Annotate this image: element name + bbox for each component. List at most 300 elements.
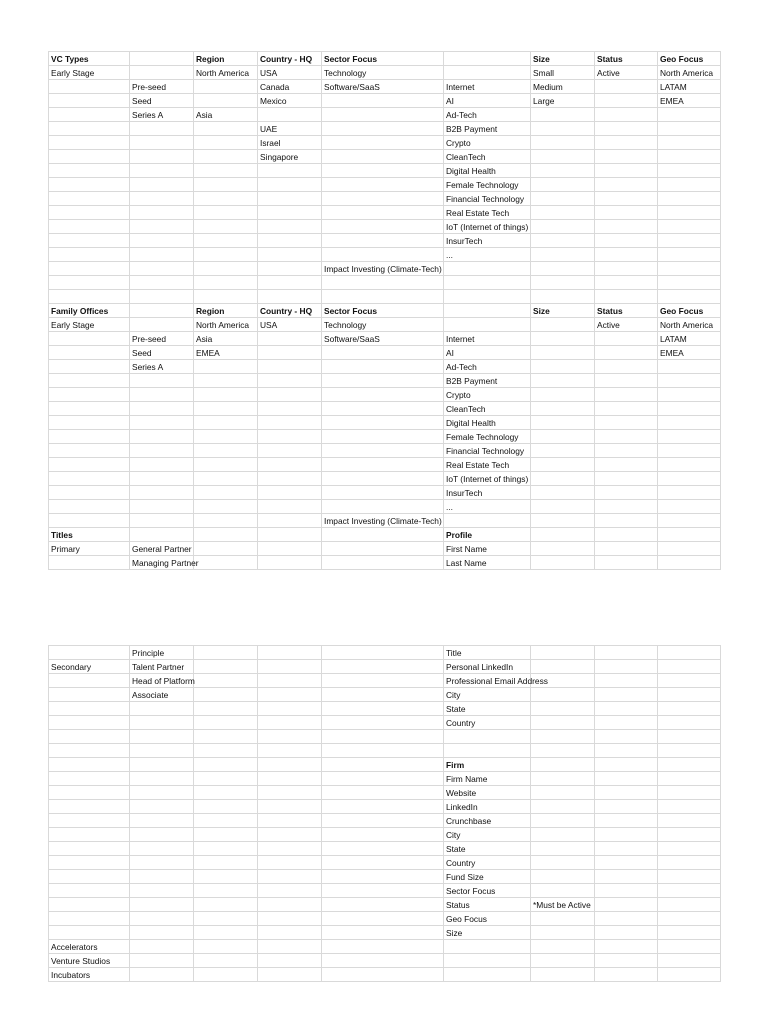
table-cell[interactable]	[658, 772, 721, 786]
table-cell[interactable]: Ad-Tech	[444, 360, 531, 374]
table-cell[interactable]	[658, 688, 721, 702]
table-cell[interactable]	[130, 968, 194, 982]
table-cell[interactable]: Head of Platform	[130, 674, 194, 688]
table-cell[interactable]	[258, 702, 322, 716]
table-cell[interactable]	[194, 688, 258, 702]
table-cell[interactable]	[194, 290, 258, 304]
table-cell[interactable]	[322, 940, 444, 954]
table-cell[interactable]	[322, 842, 444, 856]
table-cell[interactable]: General Partner	[130, 542, 194, 556]
table-cell[interactable]: Status	[595, 52, 658, 66]
table-cell[interactable]	[258, 164, 322, 178]
table-cell[interactable]	[130, 716, 194, 730]
table-cell[interactable]: Financial Technology	[444, 444, 531, 458]
table-cell[interactable]	[258, 674, 322, 688]
table-cell[interactable]	[194, 646, 258, 660]
table-cell[interactable]	[49, 646, 130, 660]
table-cell[interactable]: Asia	[194, 108, 258, 122]
table-cell[interactable]	[194, 786, 258, 800]
table-cell[interactable]	[130, 430, 194, 444]
table-cell[interactable]	[258, 800, 322, 814]
table-cell[interactable]	[49, 870, 130, 884]
table-cell[interactable]	[258, 388, 322, 402]
table-cell[interactable]	[258, 660, 322, 674]
table-cell[interactable]	[322, 702, 444, 716]
table-cell[interactable]	[658, 136, 721, 150]
table-cell[interactable]	[49, 514, 130, 528]
table-cell[interactable]	[531, 318, 595, 332]
table-cell[interactable]: Status	[444, 898, 531, 912]
table-cell[interactable]	[322, 660, 444, 674]
table-cell[interactable]	[322, 800, 444, 814]
table-cell[interactable]	[658, 786, 721, 800]
table-cell[interactable]	[444, 304, 531, 318]
table-cell[interactable]	[194, 178, 258, 192]
table-cell[interactable]	[531, 486, 595, 500]
table-cell[interactable]	[658, 660, 721, 674]
table-cell[interactable]	[531, 206, 595, 220]
table-cell[interactable]	[595, 926, 658, 940]
table-cell[interactable]	[531, 870, 595, 884]
table-cell[interactable]	[258, 234, 322, 248]
table-cell[interactable]	[322, 912, 444, 926]
table-cell[interactable]	[258, 556, 322, 570]
table-cell[interactable]	[595, 772, 658, 786]
table-cell[interactable]	[595, 416, 658, 430]
table-cell[interactable]	[194, 220, 258, 234]
table-cell[interactable]	[595, 660, 658, 674]
table-cell[interactable]	[194, 528, 258, 542]
table-cell[interactable]	[194, 472, 258, 486]
table-cell[interactable]	[322, 486, 444, 500]
table-cell[interactable]	[595, 122, 658, 136]
table-cell[interactable]	[130, 514, 194, 528]
table-cell[interactable]	[595, 444, 658, 458]
table-cell[interactable]: Real Estate Tech	[444, 206, 531, 220]
table-cell[interactable]	[130, 528, 194, 542]
table-cell[interactable]	[322, 136, 444, 150]
table-cell[interactable]: Digital Health	[444, 416, 531, 430]
table-cell[interactable]	[130, 318, 194, 332]
table-cell[interactable]	[595, 842, 658, 856]
table-cell[interactable]: City	[444, 688, 531, 702]
table-cell[interactable]	[595, 346, 658, 360]
table-cell[interactable]	[322, 430, 444, 444]
table-cell[interactable]: AI	[444, 94, 531, 108]
table-cell[interactable]: Israel	[258, 136, 322, 150]
table-cell[interactable]	[595, 248, 658, 262]
table-cell[interactable]	[595, 94, 658, 108]
table-cell[interactable]: Crunchbase	[444, 814, 531, 828]
table-cell[interactable]	[531, 108, 595, 122]
table-cell[interactable]: Sector Focus	[322, 304, 444, 318]
table-cell[interactable]: LATAM	[658, 332, 721, 346]
table-cell[interactable]	[194, 702, 258, 716]
table-cell[interactable]: Title	[444, 646, 531, 660]
table-cell[interactable]	[595, 388, 658, 402]
table-cell[interactable]	[130, 164, 194, 178]
table-cell[interactable]: Technology	[322, 66, 444, 80]
table-cell[interactable]	[322, 178, 444, 192]
table-cell[interactable]	[49, 884, 130, 898]
table-cell[interactable]	[531, 828, 595, 842]
table-cell[interactable]	[194, 814, 258, 828]
table-cell[interactable]	[194, 402, 258, 416]
table-cell[interactable]	[658, 730, 721, 744]
table-cell[interactable]	[258, 814, 322, 828]
table-cell[interactable]	[322, 926, 444, 940]
table-cell[interactable]	[595, 646, 658, 660]
table-cell[interactable]	[658, 122, 721, 136]
table-cell[interactable]	[49, 688, 130, 702]
table-cell[interactable]	[49, 430, 130, 444]
table-cell[interactable]	[258, 290, 322, 304]
table-cell[interactable]: Series A	[130, 108, 194, 122]
table-cell[interactable]	[130, 458, 194, 472]
table-cell[interactable]	[258, 772, 322, 786]
table-cell[interactable]	[49, 842, 130, 856]
table-cell[interactable]	[258, 430, 322, 444]
table-cell[interactable]	[322, 954, 444, 968]
table-cell[interactable]	[130, 178, 194, 192]
table-cell[interactable]	[322, 122, 444, 136]
table-cell[interactable]	[194, 122, 258, 136]
table-cell[interactable]	[658, 500, 721, 514]
table-cell[interactable]	[194, 556, 258, 570]
table-cell[interactable]	[595, 514, 658, 528]
table-cell[interactable]	[531, 500, 595, 514]
table-cell[interactable]	[658, 968, 721, 982]
table-cell[interactable]	[322, 220, 444, 234]
table-cell[interactable]	[531, 262, 595, 276]
table-cell[interactable]	[130, 954, 194, 968]
table-cell[interactable]	[595, 374, 658, 388]
table-cell[interactable]	[49, 416, 130, 430]
table-cell[interactable]	[595, 800, 658, 814]
table-cell[interactable]	[531, 430, 595, 444]
table-cell[interactable]: Financial Technology	[444, 192, 531, 206]
table-cell[interactable]	[531, 528, 595, 542]
table-cell[interactable]	[595, 136, 658, 150]
table-cell[interactable]	[322, 786, 444, 800]
table-cell[interactable]	[194, 542, 258, 556]
table-cell[interactable]	[322, 828, 444, 842]
table-cell[interactable]	[49, 912, 130, 926]
table-cell[interactable]	[49, 458, 130, 472]
table-cell[interactable]	[322, 388, 444, 402]
table-cell[interactable]: Fund Size	[444, 870, 531, 884]
table-cell[interactable]	[130, 150, 194, 164]
table-cell[interactable]	[49, 332, 130, 346]
table-cell[interactable]	[658, 542, 721, 556]
table-cell[interactable]	[194, 772, 258, 786]
table-cell[interactable]	[194, 912, 258, 926]
table-cell[interactable]	[130, 772, 194, 786]
table-cell[interactable]	[444, 968, 531, 982]
table-cell[interactable]	[130, 220, 194, 234]
table-cell[interactable]	[531, 192, 595, 206]
table-cell[interactable]	[49, 674, 130, 688]
table-cell[interactable]: Geo Focus	[658, 52, 721, 66]
table-cell[interactable]: North America	[194, 318, 258, 332]
table-cell[interactable]	[595, 542, 658, 556]
table-cell[interactable]	[194, 716, 258, 730]
table-cell[interactable]	[658, 262, 721, 276]
table-cell[interactable]	[258, 262, 322, 276]
table-cell[interactable]	[322, 968, 444, 982]
table-cell[interactable]	[531, 150, 595, 164]
table-cell[interactable]	[322, 716, 444, 730]
table-cell[interactable]	[322, 346, 444, 360]
table-cell[interactable]: Incubators	[49, 968, 130, 982]
table-cell[interactable]	[595, 940, 658, 954]
table-cell[interactable]	[595, 262, 658, 276]
table-cell[interactable]	[258, 954, 322, 968]
table-cell[interactable]	[531, 954, 595, 968]
table-cell[interactable]	[258, 276, 322, 290]
table-cell[interactable]	[531, 912, 595, 926]
table-cell[interactable]	[49, 926, 130, 940]
table-cell[interactable]	[444, 290, 531, 304]
table-cell[interactable]: EMEA	[194, 346, 258, 360]
table-cell[interactable]	[595, 290, 658, 304]
table-cell[interactable]	[194, 458, 258, 472]
table-cell[interactable]	[595, 828, 658, 842]
table-cell[interactable]	[322, 646, 444, 660]
table-cell[interactable]	[49, 136, 130, 150]
table-cell[interactable]	[595, 80, 658, 94]
table-cell[interactable]: Venture Studios	[49, 954, 130, 968]
table-cell[interactable]	[194, 926, 258, 940]
table-cell[interactable]	[595, 108, 658, 122]
table-cell[interactable]	[595, 556, 658, 570]
table-cell[interactable]	[658, 150, 721, 164]
table-cell[interactable]	[49, 192, 130, 206]
table-cell[interactable]: State	[444, 702, 531, 716]
table-cell[interactable]: Singapore	[258, 150, 322, 164]
table-cell[interactable]	[194, 374, 258, 388]
table-cell[interactable]	[49, 248, 130, 262]
table-cell[interactable]	[658, 430, 721, 444]
table-cell[interactable]	[531, 758, 595, 772]
table-cell[interactable]: Associate	[130, 688, 194, 702]
table-cell[interactable]	[595, 912, 658, 926]
table-cell[interactable]: Software/SaaS	[322, 80, 444, 94]
table-cell[interactable]	[322, 730, 444, 744]
table-cell[interactable]	[531, 744, 595, 758]
table-cell[interactable]	[658, 674, 721, 688]
table-cell[interactable]: Sector Focus	[322, 52, 444, 66]
table-cell[interactable]	[322, 206, 444, 220]
table-cell[interactable]	[595, 870, 658, 884]
table-cell[interactable]	[130, 786, 194, 800]
table-cell[interactable]	[194, 842, 258, 856]
table-cell[interactable]	[531, 940, 595, 954]
table-cell[interactable]	[531, 542, 595, 556]
table-cell[interactable]	[322, 528, 444, 542]
table-cell[interactable]	[322, 772, 444, 786]
table-cell[interactable]	[258, 332, 322, 346]
table-cell[interactable]: Personal LinkedIn	[444, 660, 531, 674]
table-cell[interactable]	[49, 898, 130, 912]
table-cell[interactable]: Impact Investing (Climate-Tech)	[322, 514, 444, 528]
table-cell[interactable]	[130, 52, 194, 66]
table-cell[interactable]	[531, 234, 595, 248]
table-cell[interactable]	[595, 472, 658, 486]
table-cell[interactable]	[258, 206, 322, 220]
table-cell[interactable]	[531, 646, 595, 660]
table-cell[interactable]	[658, 758, 721, 772]
table-cell[interactable]: B2B Payment	[444, 374, 531, 388]
table-cell[interactable]	[531, 968, 595, 982]
table-cell[interactable]	[258, 758, 322, 772]
table-cell[interactable]	[444, 52, 531, 66]
table-cell[interactable]: AI	[444, 346, 531, 360]
table-cell[interactable]	[130, 248, 194, 262]
table-cell[interactable]: Profile	[444, 528, 531, 542]
table-cell[interactable]: Sector Focus	[444, 884, 531, 898]
table-cell[interactable]	[595, 702, 658, 716]
table-cell[interactable]	[258, 248, 322, 262]
table-cell[interactable]	[595, 206, 658, 220]
table-cell[interactable]	[658, 842, 721, 856]
table-cell[interactable]	[130, 926, 194, 940]
table-cell[interactable]	[322, 248, 444, 262]
table-cell[interactable]	[49, 388, 130, 402]
table-cell[interactable]: EMEA	[658, 94, 721, 108]
table-cell[interactable]	[130, 472, 194, 486]
table-cell[interactable]	[595, 884, 658, 898]
table-cell[interactable]	[531, 388, 595, 402]
table-cell[interactable]: North America	[658, 318, 721, 332]
table-cell[interactable]	[531, 220, 595, 234]
table-cell[interactable]	[444, 276, 531, 290]
table-cell[interactable]	[322, 744, 444, 758]
table-cell[interactable]	[322, 192, 444, 206]
table-cell[interactable]	[49, 500, 130, 514]
table-cell[interactable]	[194, 262, 258, 276]
table-cell[interactable]	[130, 136, 194, 150]
table-cell[interactable]	[194, 940, 258, 954]
table-cell[interactable]	[658, 814, 721, 828]
table-cell[interactable]	[49, 234, 130, 248]
table-cell[interactable]	[444, 744, 531, 758]
table-cell[interactable]	[49, 772, 130, 786]
table-cell[interactable]	[49, 702, 130, 716]
table-cell[interactable]	[322, 402, 444, 416]
table-cell[interactable]	[531, 444, 595, 458]
table-cell[interactable]	[531, 122, 595, 136]
table-cell[interactable]	[49, 856, 130, 870]
table-cell[interactable]	[130, 828, 194, 842]
table-cell[interactable]	[322, 870, 444, 884]
table-cell[interactable]	[322, 444, 444, 458]
table-cell[interactable]	[258, 374, 322, 388]
table-cell[interactable]	[531, 884, 595, 898]
table-cell[interactable]	[658, 940, 721, 954]
table-cell[interactable]	[258, 828, 322, 842]
table-cell[interactable]: Size	[531, 52, 595, 66]
table-cell[interactable]	[658, 514, 721, 528]
table-cell[interactable]	[130, 856, 194, 870]
table-cell[interactable]: IoT (Internet of things)	[444, 472, 531, 486]
table-cell[interactable]	[194, 234, 258, 248]
table-cell[interactable]	[444, 940, 531, 954]
table-cell[interactable]	[322, 360, 444, 374]
table-cell[interactable]	[658, 954, 721, 968]
table-cell[interactable]	[658, 458, 721, 472]
table-cell[interactable]	[194, 80, 258, 94]
table-cell[interactable]	[130, 870, 194, 884]
table-cell[interactable]: City	[444, 828, 531, 842]
table-cell[interactable]: Website	[444, 786, 531, 800]
table-cell[interactable]: Family Offices	[49, 304, 130, 318]
table-cell[interactable]	[258, 968, 322, 982]
table-cell[interactable]	[658, 164, 721, 178]
table-cell[interactable]	[595, 528, 658, 542]
table-cell[interactable]	[322, 472, 444, 486]
table-cell[interactable]	[130, 122, 194, 136]
table-cell[interactable]	[258, 646, 322, 660]
table-cell[interactable]	[258, 688, 322, 702]
table-cell[interactable]: Female Technology	[444, 430, 531, 444]
table-cell[interactable]	[258, 542, 322, 556]
table-cell[interactable]	[258, 500, 322, 514]
table-cell[interactable]	[531, 164, 595, 178]
table-cell[interactable]: Firm	[444, 758, 531, 772]
table-cell[interactable]	[595, 234, 658, 248]
table-cell[interactable]	[322, 164, 444, 178]
table-cell[interactable]: Technology	[322, 318, 444, 332]
table-cell[interactable]	[658, 276, 721, 290]
table-cell[interactable]: Status	[595, 304, 658, 318]
table-cell[interactable]	[49, 472, 130, 486]
table-cell[interactable]	[49, 94, 130, 108]
table-cell[interactable]	[658, 702, 721, 716]
table-cell[interactable]	[658, 192, 721, 206]
table-cell[interactable]	[444, 730, 531, 744]
table-cell[interactable]: Firm Name	[444, 772, 531, 786]
table-cell[interactable]	[258, 842, 322, 856]
table-cell[interactable]	[444, 514, 531, 528]
table-cell[interactable]	[194, 674, 258, 688]
table-cell[interactable]	[658, 912, 721, 926]
table-cell[interactable]	[531, 472, 595, 486]
table-cell[interactable]	[595, 430, 658, 444]
table-cell[interactable]	[258, 528, 322, 542]
table-cell[interactable]: Professional Email Address	[444, 674, 531, 688]
table-cell[interactable]	[194, 884, 258, 898]
table-cell[interactable]	[258, 346, 322, 360]
table-cell[interactable]	[258, 940, 322, 954]
table-cell[interactable]	[258, 786, 322, 800]
table-cell[interactable]	[194, 898, 258, 912]
table-cell[interactable]	[258, 472, 322, 486]
table-cell[interactable]: Early Stage	[49, 66, 130, 80]
table-cell[interactable]: Digital Health	[444, 164, 531, 178]
table-cell[interactable]	[194, 416, 258, 430]
table-cell[interactable]	[194, 248, 258, 262]
table-cell[interactable]	[658, 870, 721, 884]
table-cell[interactable]	[595, 898, 658, 912]
table-cell[interactable]: Active	[595, 66, 658, 80]
table-cell[interactable]	[658, 828, 721, 842]
table-cell[interactable]: Small	[531, 66, 595, 80]
table-cell[interactable]	[258, 730, 322, 744]
table-cell[interactable]	[658, 556, 721, 570]
table-cell[interactable]: USA	[258, 66, 322, 80]
table-cell[interactable]: InsurTech	[444, 486, 531, 500]
